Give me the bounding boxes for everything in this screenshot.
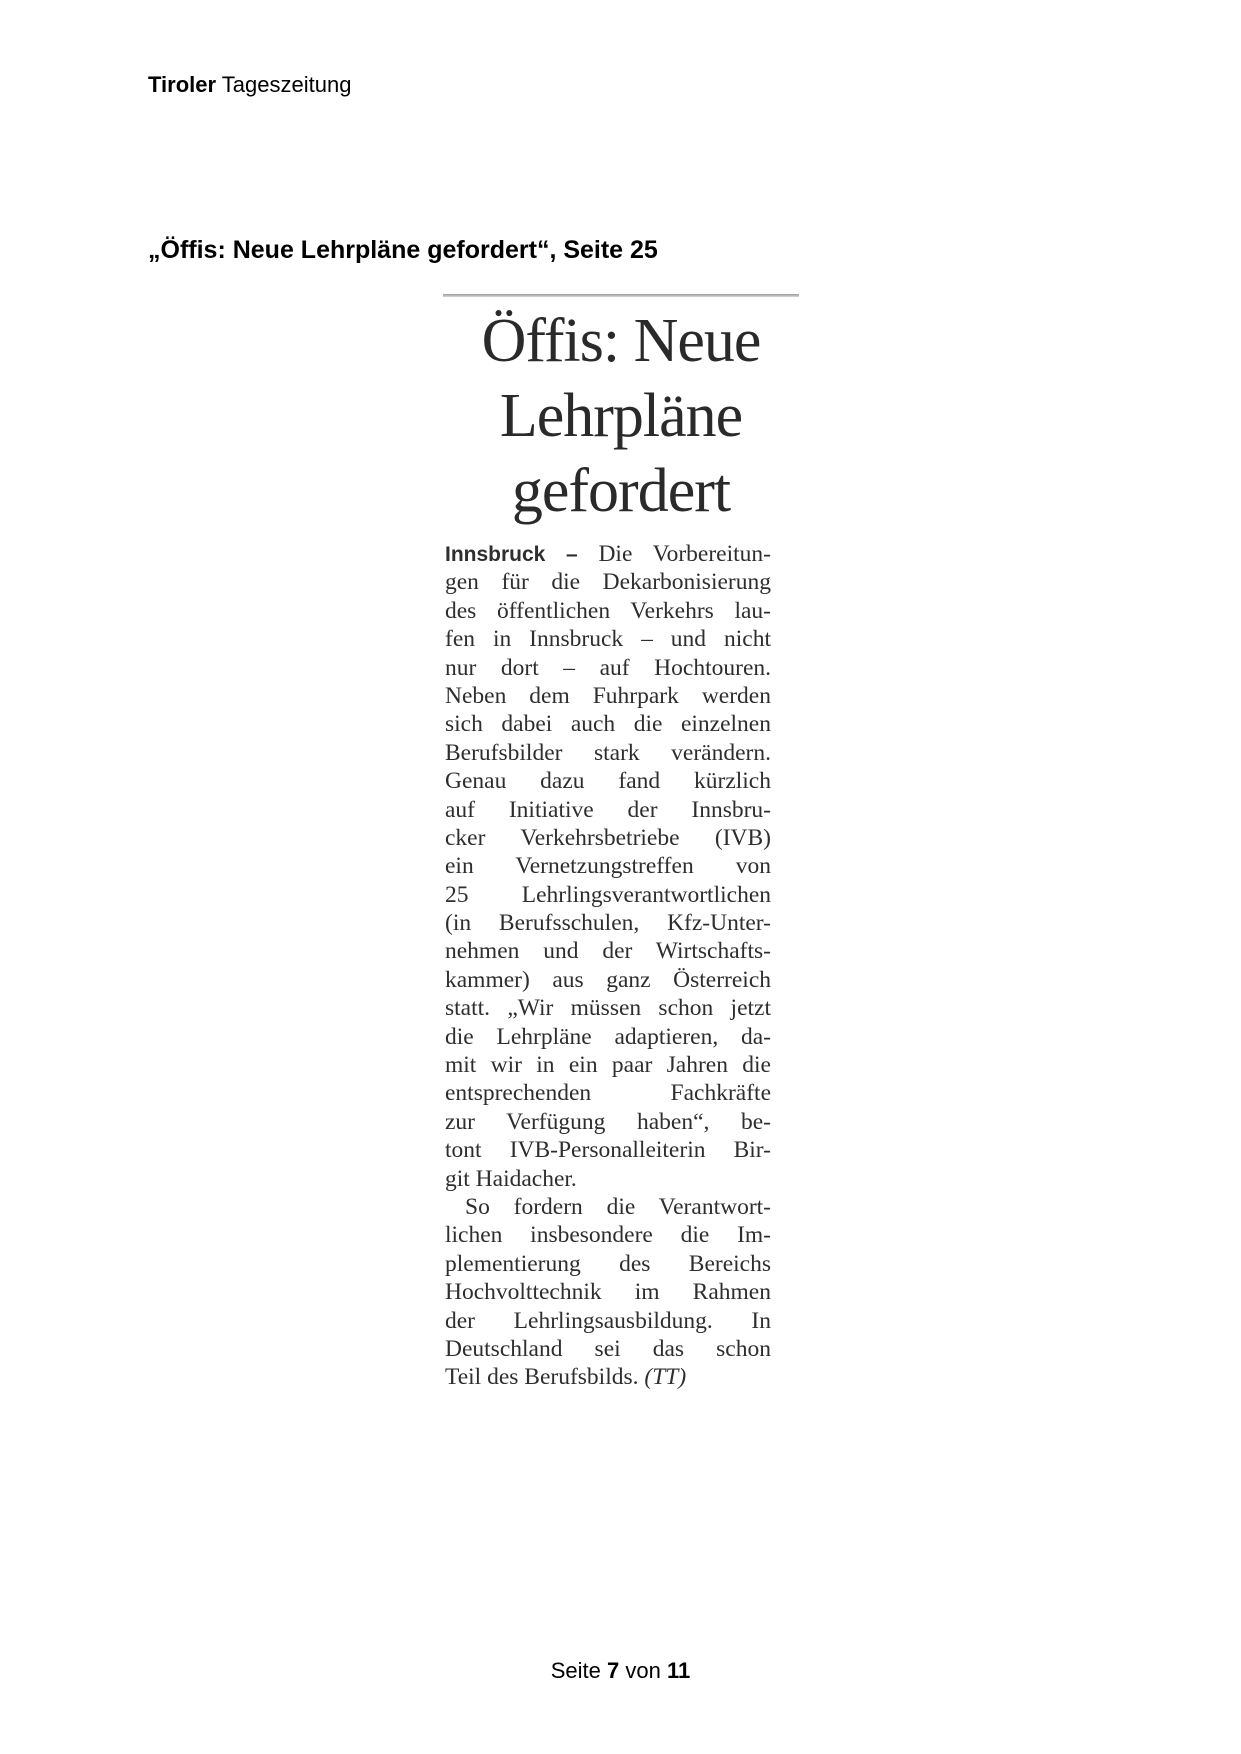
article-line: die Lehrpläne adaptieren, da-: [445, 1023, 771, 1050]
headline-line: Lehrpläne: [499, 382, 743, 450]
article-line: 25 Lehrlingsverantwortlichen: [445, 881, 771, 908]
publication-name-rest: Tageszeitung: [221, 72, 352, 97]
article-line: ein Vernetzungstreffen von: [445, 853, 771, 880]
article-headline: [443, 304, 799, 529]
article-line: lichen insbesondere die Im-: [445, 1222, 771, 1249]
article-line: plementierung des Bereichs: [445, 1250, 771, 1277]
clipping-top-rule: [443, 294, 799, 297]
newspaper-clipping: [443, 294, 799, 1406]
article-dateline: Innsbruck –: [445, 543, 578, 566]
article-credit: (TT): [644, 1364, 687, 1391]
article-line: Genau dazu fand kürzlich: [445, 768, 771, 795]
page-footer: [0, 1658, 1241, 1684]
article-line: cker Verkehrsbetriebe (IVB): [445, 824, 771, 851]
article-line: sich dabei auch die einzelnen: [445, 711, 771, 738]
article-line: Teil des Berufsbilds. (TT): [445, 1364, 687, 1391]
article-line: zur Verfügung haben“, be-: [445, 1108, 771, 1135]
article-line: git Haidacher.: [445, 1165, 577, 1192]
publication-name-bold: Tiroler: [148, 72, 217, 97]
article-line: entsprechenden Fachkräfte: [445, 1080, 771, 1107]
footer-prefix: Seite: [550, 1658, 601, 1683]
article-line: So fordern die Verantwort-: [465, 1193, 771, 1220]
article-line: kammer) aus ganz Österreich: [445, 966, 771, 993]
article-line: Neben dem Fuhrpark werden: [445, 682, 771, 709]
article-line: Innsbruck – Die Vorbereitun-: [445, 541, 771, 567]
article-line: Berufsbilder stark verändern.: [445, 739, 771, 766]
article-line: mit wir in ein paar Jahren die: [445, 1052, 771, 1079]
headline-line: Öffis: Neue: [481, 307, 761, 375]
article-line: des öffentlichen Verkehrs lau-: [445, 597, 771, 624]
article-body: [445, 540, 771, 1392]
footer-total-pages: 11: [667, 1658, 691, 1683]
article-line: nur dort – auf Hochtouren.: [445, 654, 771, 681]
page-title: „Öffis: Neue Lehrpläne gefordert“, Seite 25: [148, 236, 658, 264]
headline-line: gefordert: [511, 457, 731, 525]
article-line: tont IVB-Personalleiterin Bir-: [445, 1137, 771, 1164]
article-line: Hochvolttechnik im Rahmen: [445, 1279, 771, 1306]
publication-header: [148, 72, 351, 98]
article-line: nehmen und der Wirtschafts-: [445, 938, 771, 965]
article-line: gen für die Dekarbonisierung: [445, 569, 771, 596]
article-line: auf Initiative der Innsbru-: [445, 796, 771, 823]
article-line: Deutschland sei das schon: [445, 1335, 771, 1362]
article-line: (in Berufsschulen, Kfz-Unter-: [445, 910, 771, 937]
article-line: der Lehrlingsausbildung. In: [445, 1307, 771, 1334]
footer-middle: von: [625, 1658, 661, 1683]
footer-current-page: 7: [607, 1658, 620, 1683]
article-line: fen in Innsbruck – und nicht: [445, 626, 771, 653]
article-line: statt. „Wir müssen schon jetzt: [445, 995, 771, 1022]
